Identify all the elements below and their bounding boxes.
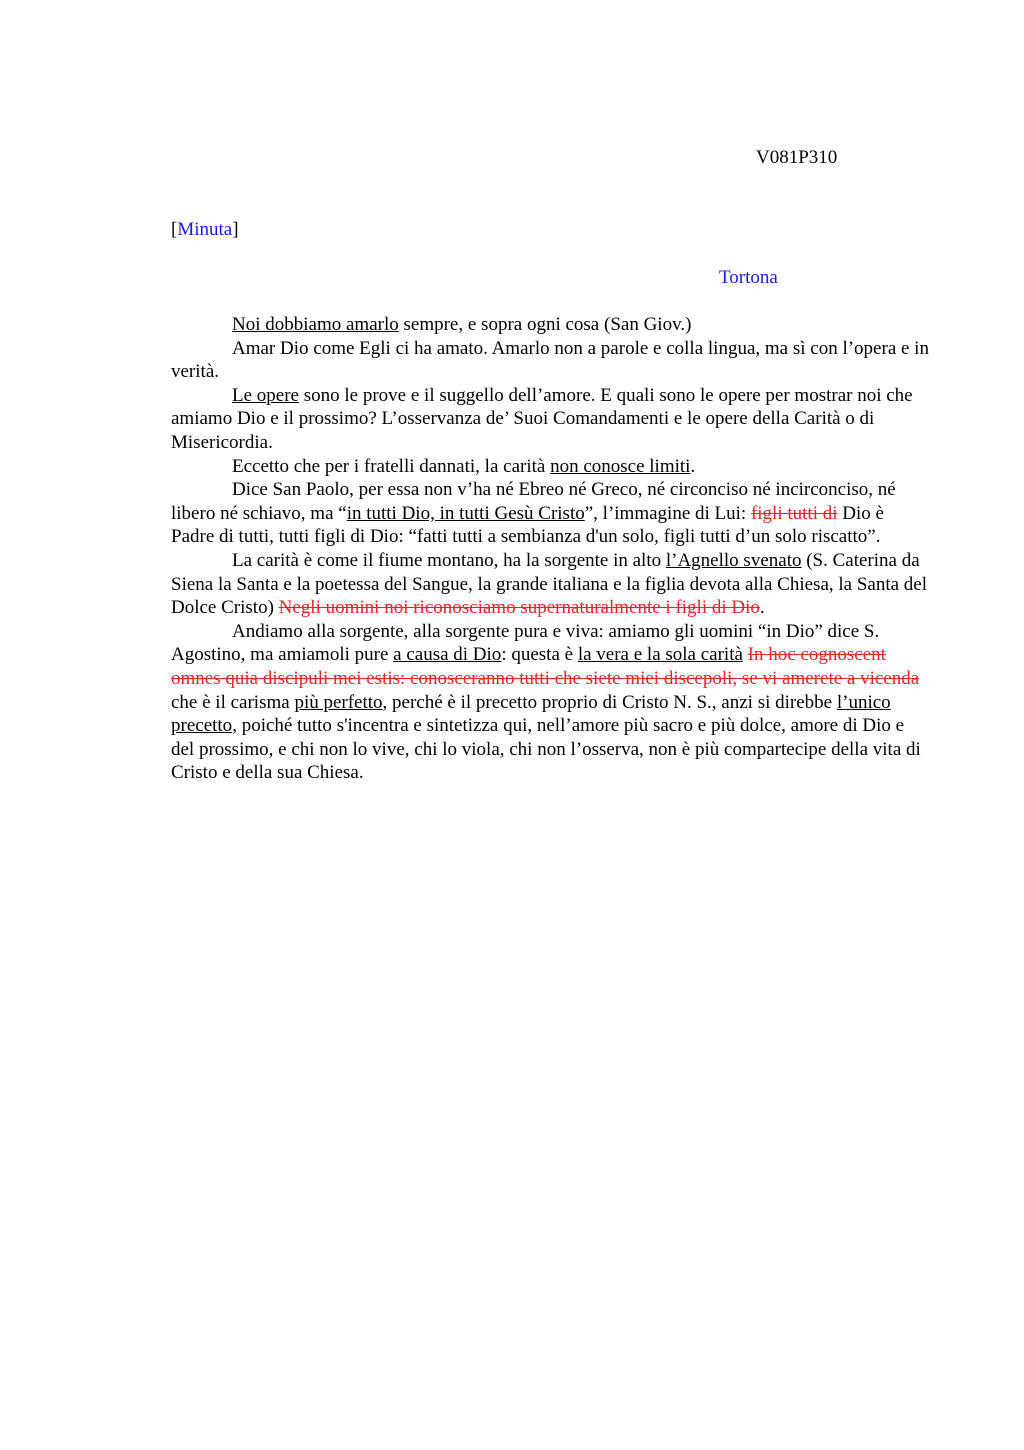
draft-label — [171, 218, 239, 242]
paragraph-5 — [171, 478, 931, 549]
deleted-text: In hoc cognoscent omnes quia discipuli mei estis: conosceranno tutti che siete miei discepoli, se vi amerete a vicenda — [171, 644, 920, 689]
body-text-run: Dice San Paolo, per essa non v’ha né Ebreo né Greco, né circonciso né incirconciso, né libero né schiavo, ma “ — [171, 479, 896, 524]
body-text-run: sempre, e sopra ogni cosa (San Giov.) — [398, 314, 692, 335]
body-text-run: , poiché tutto s'incentra e sintetizza qui, nell’amore più sacro e più dolce, amore di Dio e del prossimo, e chi non lo vive, chi lo viola, chi non l’osserva, non è più compartecipe della vita di Cristo e della sua Chiesa. — [171, 715, 921, 784]
body-text-run: : questa è — [501, 644, 578, 666]
letter-body — [171, 313, 931, 785]
body-text-run: Andiamo alla sorgente, alla sorgente pura e viva: amiamo gli uomini “in Dio” dice S. Agostino, ma amiamoli pure — [171, 620, 880, 666]
underlined-text: Le opere — [232, 384, 299, 406]
underlined-text: più perfetto — [294, 691, 383, 713]
paragraph-7 — [171, 620, 931, 785]
draft-label-text: Minuta — [177, 219, 233, 240]
draft-label-close-bracket: ] — [232, 219, 239, 240]
document-id: V081P310 — [756, 147, 838, 168]
underlined-text: Noi dobbiamo amarlo — [232, 314, 399, 335]
body-text-run: che è il carisma — [171, 691, 295, 713]
paragraph-4 — [171, 455, 931, 479]
paragraph-6 — [171, 549, 931, 620]
body-text-run: La carità è come il fiume montano, ha la sorgente in alto — [232, 549, 666, 571]
underlined-text: a causa di Dio — [393, 644, 502, 666]
underlined-text: la vera e la sola carità — [577, 644, 743, 666]
paragraph-2 — [171, 337, 931, 384]
deleted-text: figli tutti di — [750, 502, 838, 524]
body-text-run: sono le prove e il suggello dell’amore. E quali sono le opere per mostrar noi che amiamo Dio e il prossimo? L’osservanza de’ Suoi Comandamenti e le opere della Carità o di Misericordia. — [171, 384, 913, 453]
body-text-run: . — [759, 597, 765, 619]
underlined-text: non conosce limiti — [550, 455, 691, 477]
draft-label-open-bracket: [ — [171, 219, 178, 240]
deleted-text: Negli uomini noi riconosciamo supernaturalmente i figli di Dio — [278, 597, 760, 619]
body-text-run: . — [690, 455, 696, 477]
body-text-run: Eccetto che per i fratelli dannati, la carità — [232, 455, 551, 477]
place-name: Tortona — [719, 267, 778, 288]
body-text-run: (S. Caterina da Siena la Santa e la poetessa del Sangue, la grande italiana e la figlia devota alla Chiesa, la Santa del Dolce Cristo) — [171, 549, 928, 619]
underlined-text: l’Agnello svenato — [665, 549, 802, 571]
body-text-run: Dio è Padre di tutti, tutti figli di Dio: “fatti tutti a sembianza d'un solo, figli tutti d’un solo riscatto”. — [171, 502, 884, 548]
paragraph-1 — [171, 313, 931, 337]
body-text-run: Amar Dio come Egli ci ha amato. Amarlo non a parole e colla lingua, ma sì con l’opera e in verità. — [171, 337, 929, 383]
underlined-text: in tutti Dio, in tutti Gesù Cristo — [346, 502, 585, 524]
body-text-run: , perché è il precetto proprio di Cristo N. S., anzi si direbbe — [382, 691, 837, 713]
paragraph-3 — [171, 384, 931, 455]
underlined-text: l’unico precetto — [171, 691, 891, 737]
body-text-run: ”, l’immagine di Lui: — [584, 502, 751, 524]
